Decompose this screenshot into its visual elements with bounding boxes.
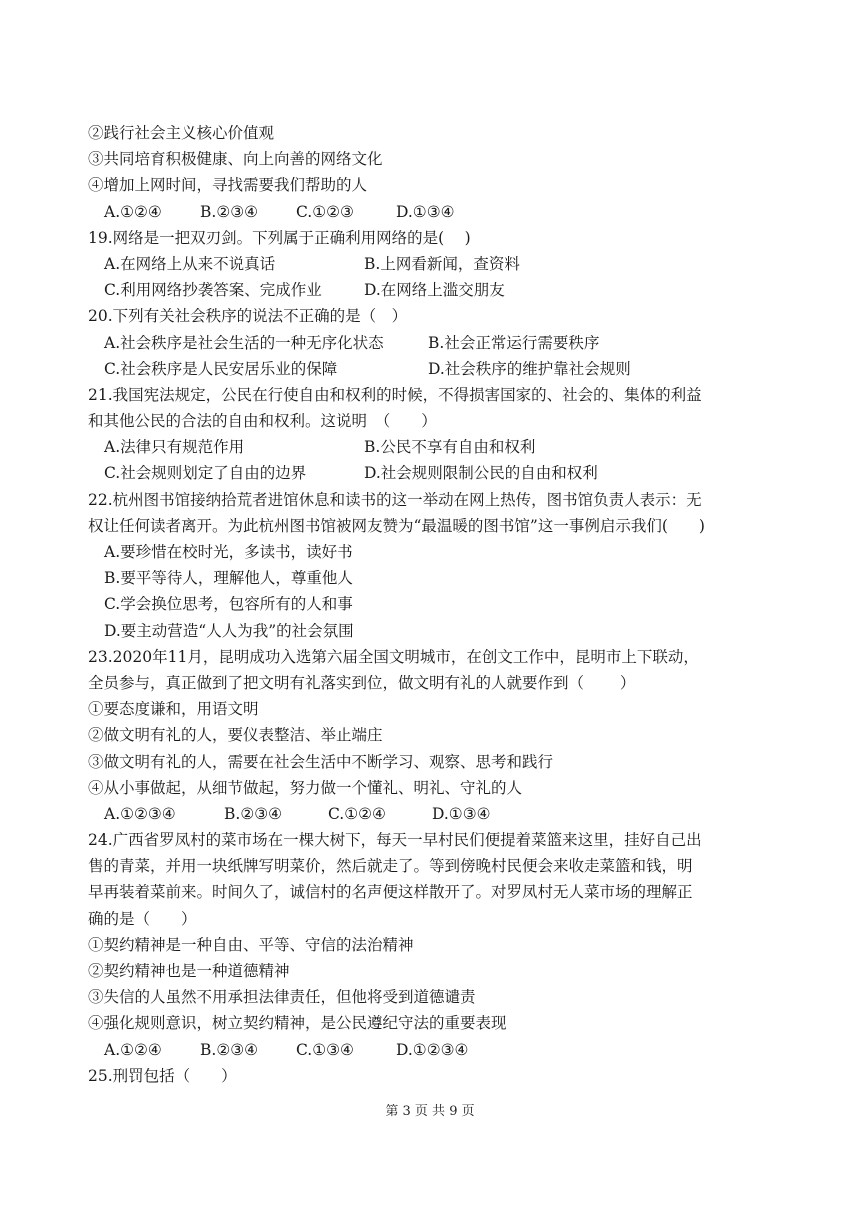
- q18-item-2: ②践行社会主义核心价值观: [88, 124, 275, 142]
- q20-option-c: C.社会秩序是人民安居乐业的保障: [104, 359, 338, 378]
- q22-stem-line1: 22.杭州图书馆接纳拾荒者进馆休息和读书的这一举动在网上热传，图书馆负责人表示：无: [88, 490, 702, 509]
- q24-stem-line3: 早再装着菜前来。时间久了，诚信村的名声便这样散开了。对罗凤村无人菜市场的理解正: [88, 883, 693, 902]
- q23-item-2: ②做文明有礼的人，要仪表整洁、举止端庄: [88, 726, 383, 745]
- q19-options-row2: [88, 277, 778, 303]
- page-footer: 第 3 页 共 9 页: [385, 1104, 475, 1119]
- q21-option-c: C.社会规则划定了自由的边界: [104, 464, 307, 483]
- q24-options: [88, 1037, 778, 1063]
- q19-option-a: A.在网络上从来不说真话: [104, 254, 276, 273]
- q22-stem-line2: 权让任何读者离开。为此杭州图书馆被网友赞为“最温暖的图书馆”这一事例启示我们( ): [88, 516, 705, 535]
- q24-stem-line1: 24.广西省罗凤村的菜市场在一棵大树下，每天一早村民们便提着菜篮来这里，挂好自己出: [88, 831, 702, 850]
- q18-item-4: ④增加上网时间，寻找需要我们帮助的人: [88, 176, 368, 195]
- q20-options-row1: [88, 330, 778, 356]
- q23-item-3: ③做文明有礼的人，需要在社会生活中不断学习、观察、思考和践行: [88, 752, 554, 771]
- q18-item-3: ③共同培育积极健康、向上向善的网络文化: [88, 150, 383, 169]
- q23-stem-line1: 23.2020年11月，昆明成功入选第六届全国文明城市，在创文工作中，昆明市上下联动，: [88, 647, 699, 666]
- q21-option-a: A.法律只有规范作用: [104, 438, 245, 457]
- q25-stem: 25.刑罚包括（ ）: [88, 1066, 237, 1085]
- q21-stem-line2: 和其他公民的合法的自由和权利。这说明 （ ）: [88, 412, 437, 431]
- q21-options-row1: [88, 434, 778, 460]
- q22-option-c: C.学会换位思考，包容所有的人和事: [104, 595, 353, 614]
- q23-option-a: A.①②③④: [104, 804, 176, 823]
- q21-option-d: D.社会规则限制公民的自由和权利: [364, 464, 598, 483]
- q23-item-1: ①要态度谦和，用语文明: [88, 700, 259, 719]
- q22-option-d: D.要主动营造“人人为我”的社会氛围: [104, 621, 354, 640]
- q24-item-3: ③失信的人虽然不用承担法律责任，但他将受到道德谴责: [88, 988, 476, 1007]
- q22-option-b: B.要平等待人，理解他人，尊重他人: [104, 569, 353, 588]
- q24-item-1: ①契约精神是一种自由、平等、守信的法治精神: [88, 935, 414, 954]
- q19-option-b: B.上网看新闻，查资料: [364, 254, 520, 273]
- q23-item-4: ④从小事做起，从细节做起，努力做一个懂礼、明礼、守礼的人: [88, 778, 523, 797]
- q20-option-b: B.社会正常运行需要秩序: [428, 333, 600, 352]
- q22-option-a: A.要珍惜在校时光，多读书，读好书: [104, 543, 353, 561]
- q24-item-2: ②契约精神也是一种道德精神: [88, 962, 290, 980]
- q24-option-b: B.②③④: [200, 1040, 259, 1059]
- q18-option-d: D.①③④: [396, 202, 455, 221]
- q21-option-b: B.公民不享有自由和权利: [364, 438, 536, 457]
- q24-item-4: ④强化规则意识，树立契约精神，是公民遵纪守法的重要表现: [88, 1014, 507, 1033]
- q21-stem-line1: 21.我国宪法规定，公民在行使自由和权利的时候，不得损害国家的、社会的、集体的利益: [88, 385, 702, 404]
- q24-stem-line2: 售的青菜，并用一块纸牌写明菜价，然后就走了。等到傍晚村民便会来收走菜篮和钱，明: [88, 857, 693, 876]
- q19-option-c: C.利用网络抄袭答案、完成作业: [104, 281, 322, 300]
- q18-option-c: C.①②③: [296, 202, 354, 221]
- q24-option-d: D.①②③④: [396, 1040, 469, 1059]
- q24-stem-line4: 确的是（ ）: [88, 909, 197, 928]
- q19-stem: 19.网络是一把双刃剑。下列属于正确利用网络的是( ): [88, 228, 471, 247]
- q20-options-row2: [88, 356, 778, 382]
- q23-option-d: D.①③④: [432, 804, 491, 823]
- q24-option-c: C.①③④: [296, 1040, 354, 1059]
- q20-stem: 20.下列有关社会秩序的说法不正确的是（ ）: [88, 307, 408, 326]
- q20-option-a: A.社会秩序是社会生活的一种无序化状态: [104, 333, 384, 352]
- q20-option-d: D.社会秩序的维护靠社会规则: [428, 359, 631, 378]
- q23-stem-line2: 全员参与，真正做到了把文明有礼落实到位，做文明有礼的人就要作到（ ）: [88, 673, 636, 692]
- q24-option-a: A.①②④: [104, 1040, 162, 1059]
- q23-options: [88, 801, 778, 827]
- q18-options: [88, 199, 778, 225]
- q21-options-row2: [88, 460, 778, 486]
- q18-option-b: B.②③④: [200, 202, 259, 221]
- q19-options-row1: [88, 251, 778, 277]
- q19-option-d: D.在网络上滥交朋友: [364, 281, 505, 300]
- question-content: [88, 120, 778, 1089]
- q18-option-a: A.①②④: [104, 202, 162, 221]
- q23-option-c: C.①②④: [328, 804, 386, 823]
- q23-option-b: B.②③④: [224, 804, 283, 823]
